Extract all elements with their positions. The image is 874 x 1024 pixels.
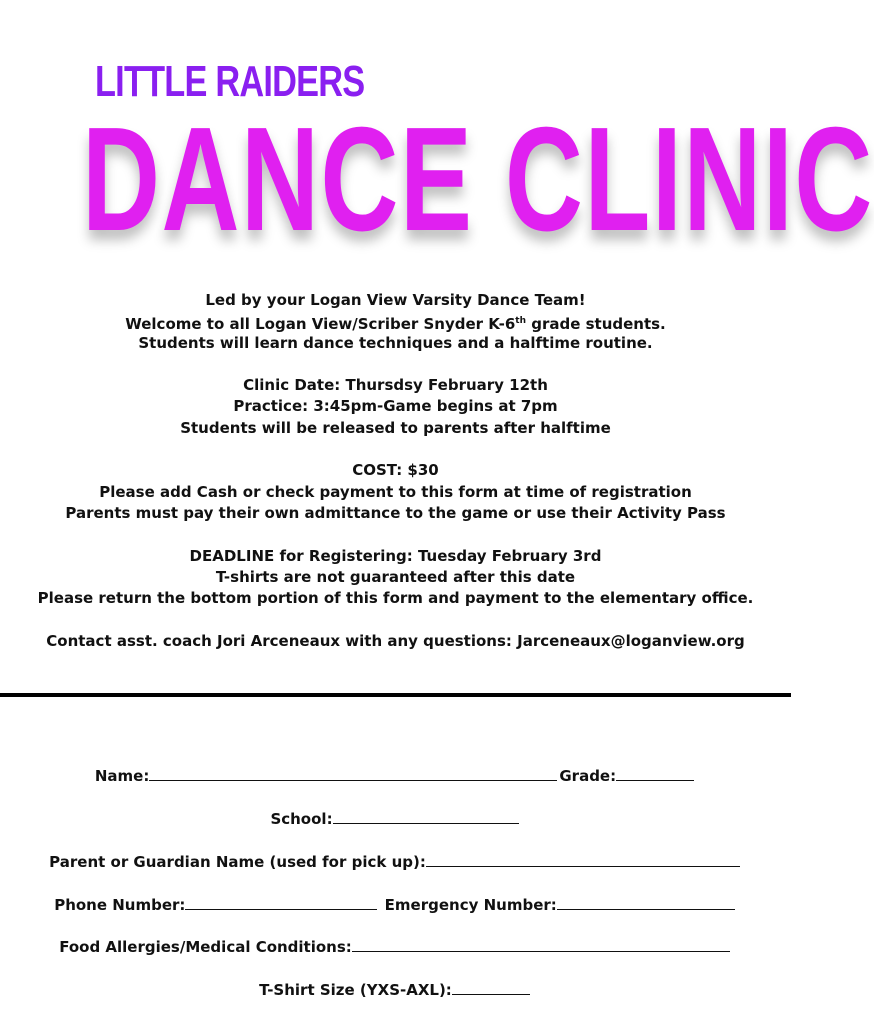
form-row-phone — [0, 894, 791, 914]
payment-note: Please add Cash or check payment to this form at time of registration — [99, 482, 692, 501]
intro-line-2 — [0, 311, 791, 332]
form-row-school — [0, 808, 791, 828]
title-dance-clinic: DANCE CLINIC — [82, 97, 874, 262]
cost: COST: $30 — [352, 461, 439, 480]
guardian-field[interactable] — [426, 851, 740, 867]
superscript-th: th — [515, 316, 526, 327]
grade-label: Grade: — [559, 767, 617, 785]
school-field[interactable] — [333, 808, 519, 824]
intro-line-1: Led by your Logan View Varsity Dance Team! — [205, 291, 586, 309]
intro-line-2-text: Welcome to all Logan View/Scriber Snyder K-6 — [125, 315, 516, 334]
name-label: Name: — [94, 767, 150, 785]
school-label: School: — [270, 810, 333, 828]
form-row-guardian — [0, 851, 791, 871]
name-field[interactable] — [149, 765, 557, 781]
tshirt-field[interactable] — [452, 979, 530, 995]
form-row-tshirt — [0, 979, 791, 999]
info-section — [0, 290, 791, 652]
subtitle-little-raiders: LITTLE RAIDERS — [95, 57, 365, 106]
emergency-field[interactable] — [557, 894, 735, 910]
intro-line-3: Students will learn dance techniques and a halftime routine. — [138, 333, 653, 352]
contact-line: Contact asst. coach Jori Arceneaux with any questions: Jarceneaux@loganview.org — [46, 631, 745, 650]
intro-line-2-end: grade students. — [525, 315, 666, 334]
practice-time: Practice: 3:45pm-Game begins at 7pm — [233, 397, 558, 416]
tshirt-label: T-Shirt Size (YXS-AXL): — [259, 981, 452, 999]
allergies-label: Food Allergies/Medical Conditions: — [59, 938, 352, 956]
guardian-label: Parent or Guardian Name (used for pick up): — [49, 853, 426, 871]
emergency-label: Emergency Number: — [384, 896, 557, 914]
deadline: DEADLINE for Registering: Tuesday February 3rd — [189, 546, 602, 565]
clinic-date: Clinic Date: Thursdsy February 12th — [243, 376, 548, 395]
grade-field[interactable] — [616, 765, 694, 781]
return-note: Please return the bottom portion of this form and payment to the elementary office. — [37, 589, 754, 608]
form-row-name — [0, 765, 791, 785]
release-note: Students will be released to parents after halftime — [180, 418, 611, 437]
phone-field[interactable] — [185, 894, 377, 910]
form-row-allergies — [0, 936, 791, 956]
cut-line-divider — [0, 693, 791, 697]
tshirt-note: T-shirts are not guaranteed after this date — [215, 567, 576, 586]
allergies-field[interactable] — [352, 936, 730, 952]
admittance-note: Parents must pay their own admittance to the game or use their Activity Pass — [65, 503, 726, 522]
phone-label: Phone Number: — [54, 896, 186, 914]
